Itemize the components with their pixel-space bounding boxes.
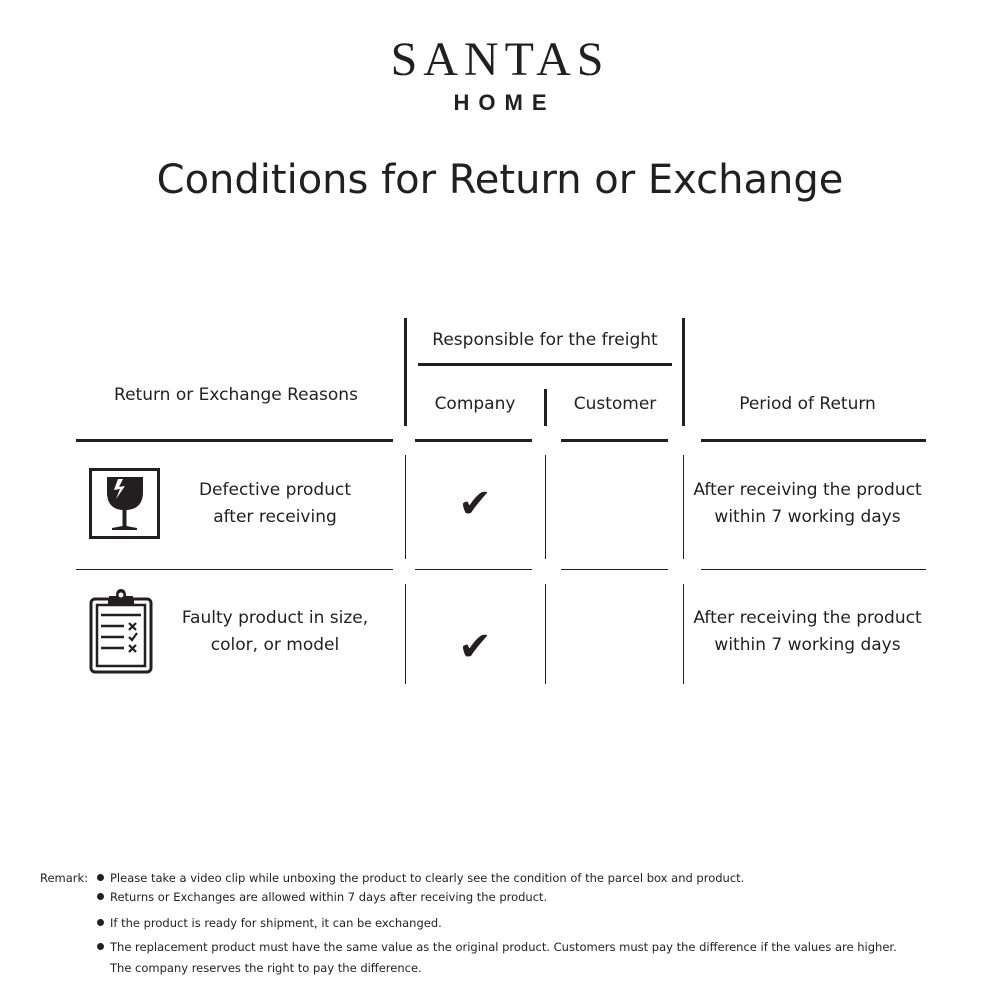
bullet-icon [97, 893, 104, 900]
bullet-icon [97, 874, 104, 881]
row1-divider-3 [683, 455, 684, 559]
remark-label: Remark: [40, 871, 89, 885]
clipboard-checklist-icon [89, 588, 153, 674]
remark-item: Please take a video clip while unboxing the product to clearly see the condition of the parcel box and product. [110, 871, 745, 885]
row-separator-reasons [76, 569, 393, 570]
header-company: Company [434, 394, 516, 414]
reason-line1: Defective product [198, 480, 352, 500]
header-divider-mid [544, 389, 547, 426]
header-customer: Customer [573, 394, 657, 414]
period-line2: within 7 working days [714, 507, 901, 527]
row-separator-period [701, 569, 926, 570]
header-underline-reasons [76, 439, 393, 442]
header-underline-company [415, 439, 532, 442]
broken-glass-icon [89, 468, 160, 539]
header-underline-period [701, 439, 926, 442]
row-separator-company [415, 569, 532, 570]
row2-divider-1 [405, 584, 406, 684]
freight-underline [418, 363, 672, 366]
period-line1: After receiving the product [693, 608, 922, 628]
checkmark-icon: ✔ [458, 481, 492, 527]
header-divider-right [682, 318, 685, 426]
checkmark-icon: ✔ [458, 624, 492, 670]
header-underline-customer [561, 439, 668, 442]
row1-divider-2 [545, 455, 546, 559]
remark-continuation: The company reserves the right to pay the difference. [110, 961, 422, 975]
remark-item: Returns or Exchanges are allowed within 7 days after receiving the product. [110, 890, 548, 904]
row2-divider-3 [683, 584, 684, 684]
row-separator-customer [561, 569, 668, 570]
header-reasons: Return or Exchange Reasons [114, 385, 358, 405]
page-title: Conditions for Return or Exchange [156, 157, 844, 203]
header-divider-left [404, 318, 407, 426]
reason-line2: color, or model [210, 635, 340, 655]
header-period: Period of Return [739, 394, 876, 414]
period-line1: After receiving the product [693, 480, 922, 500]
remark-item: The replacement product must have the same value as the original product. Customers must pay the difference if the values are higher. [110, 940, 897, 954]
reason-line2: after receiving [213, 507, 337, 527]
period-line2: within 7 working days [714, 635, 901, 655]
header-freight: Responsible for the freight [432, 330, 658, 350]
row2-divider-2 [545, 584, 546, 684]
reason-line1: Faulty product in size, [181, 608, 369, 628]
brand-subtitle: HOME [453, 90, 556, 115]
brand-logo: SANTAS [390, 33, 610, 86]
bullet-icon [97, 943, 104, 950]
row1-divider-1 [405, 455, 406, 559]
remark-item: If the product is ready for shipment, it can be exchanged. [110, 916, 442, 930]
bullet-icon [97, 919, 104, 926]
